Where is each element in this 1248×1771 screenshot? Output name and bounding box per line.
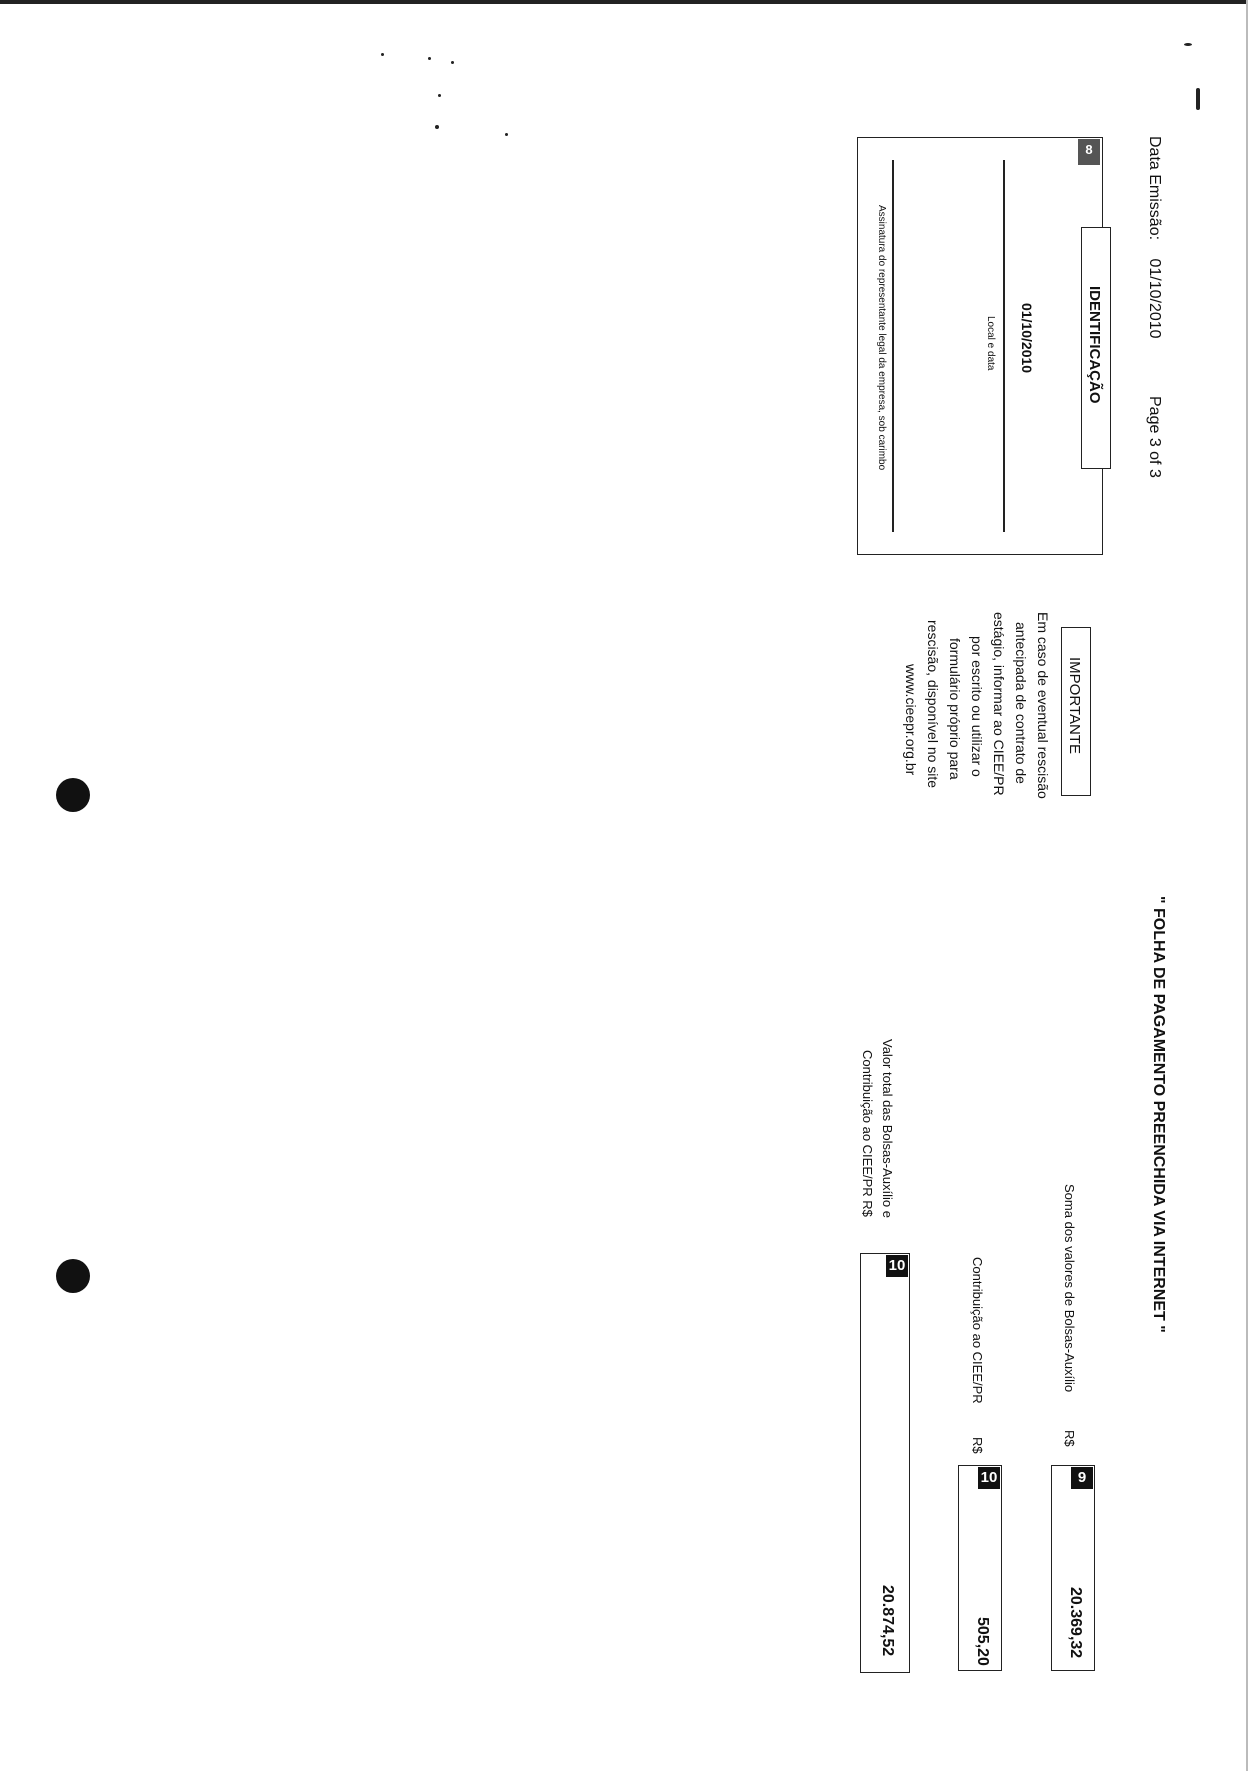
scan-speck — [1196, 88, 1200, 110]
scan-speck — [438, 94, 441, 97]
punch-hole-upper — [56, 778, 90, 812]
contrib-label: Contribuição ao CIEE/PR — [970, 1257, 985, 1404]
identificacao-date-value: 01/10/2010 — [1019, 303, 1035, 374]
scan-top-edge — [0, 0, 1248, 4]
soma-badge: 9 — [1071, 1467, 1093, 1489]
total-label-1: Valor total das Bolsas-Auxílio e — [880, 1039, 895, 1218]
importante-line-3: estágio, informar ao CIEE/PR — [991, 612, 1007, 796]
total-badge: 10 — [886, 1255, 908, 1277]
scan-speck — [505, 133, 508, 136]
soma-label: Soma dos valores de Bolsas-Auxílio — [1062, 1184, 1077, 1393]
importante-line-5: formulário próprio para — [947, 638, 963, 780]
scan-speck — [428, 57, 431, 60]
folha-title: " FOLHA DE PAGAMENTO PREENCHIDA VIA INTERNET " — [1150, 896, 1167, 1333]
identificacao-date-caption: Local e data — [985, 316, 996, 371]
contrib-badge: 10 — [978, 1467, 1000, 1489]
total-value: 20.874,52 — [879, 1585, 896, 1657]
signature-line — [892, 160, 894, 532]
contrib-currency: R$ — [970, 1437, 985, 1454]
scan-speck — [381, 53, 384, 56]
importante-line-6: rescisão, disponível no site — [925, 620, 941, 789]
importante-line-2: antecipada de contrato de — [1013, 622, 1029, 784]
total-label-2: Contribuição ao CIEE/PR R$ — [860, 1050, 875, 1217]
emission-date: 01/10/2010 — [1146, 258, 1163, 339]
punch-hole-lower — [56, 1259, 90, 1293]
emission-label: Data Emissão: — [1146, 136, 1163, 241]
identificacao-title: IDENTIFICAÇÃO — [1086, 286, 1103, 404]
importante-line-1: Em caso de eventual rescisão — [1035, 612, 1051, 799]
contrib-value: 505,20 — [974, 1617, 991, 1666]
importante-line-4: por escrito ou utilizar o — [969, 636, 985, 777]
page-info: Page 3 of 3 — [1146, 396, 1163, 478]
scan-speck — [435, 125, 439, 129]
importante-title: IMPORTANTE — [1066, 657, 1083, 754]
scan-speck — [1184, 43, 1192, 46]
soma-currency: R$ — [1062, 1430, 1077, 1447]
scan-speck — [451, 61, 454, 64]
importante-line-7: www.cieepr.org.br — [903, 664, 919, 776]
emission-line — [1145, 136, 1163, 339]
identificacao-badge: 8 — [1078, 139, 1100, 165]
date-line — [1003, 160, 1005, 532]
soma-value: 20.369,32 — [1067, 1587, 1084, 1659]
signature-caption: Assinatura do representante legal da empresa, sob carimbo — [876, 205, 887, 471]
